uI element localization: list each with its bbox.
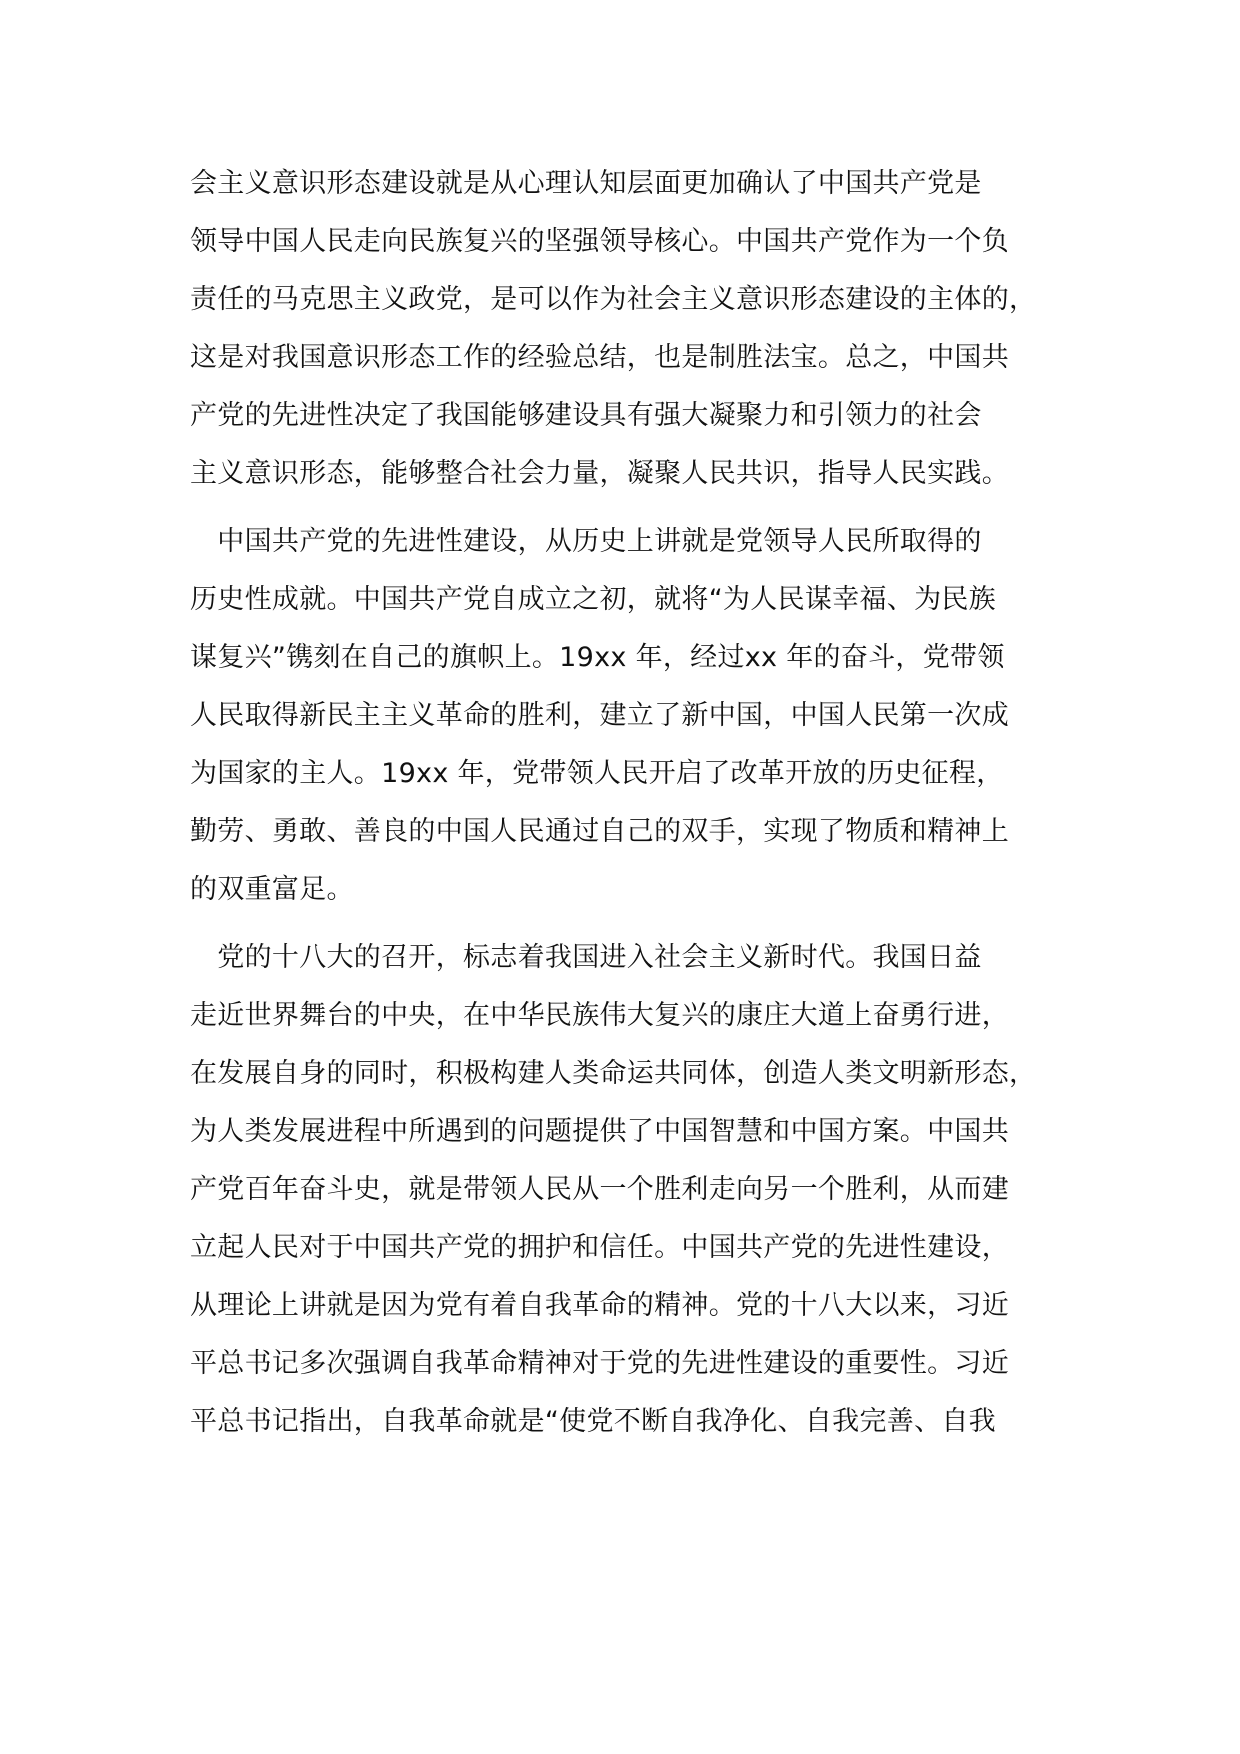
- text-line: 会主义意识形态建设就是从心理认知层面更加确认了中国共产党是: [190, 168, 982, 199]
- text-line: 立起人民对于中国共产党的拥护和信任。中国共产党的先进性建设，: [190, 1232, 1009, 1263]
- paragraph-1: [190, 155, 1080, 503]
- body-text: [190, 155, 1080, 1451]
- text-line: 为国家的主人。19xx 年，党带领人民开启了改革开放的历史征程，: [190, 758, 1004, 789]
- text-line: 产党百年奋斗史，就是带领人民从一个胜利走向另一个胜利，从而建: [190, 1174, 1009, 1205]
- text-line: 勤劳、勇敢、善良的中国人民通过自己的双手，实现了物质和精神上: [190, 816, 1009, 847]
- text-line: 领导中国人民走向民族复兴的坚强领导核心。中国共产党作为一个负: [190, 226, 1009, 257]
- text-line: 责任的马克思主义政党，是可以作为社会主义意识形态建设的主体的，: [190, 284, 1037, 315]
- text-line: 人民取得新民主主义革命的胜利，建立了新中国，中国人民第一次成: [190, 700, 1009, 731]
- text-line: 党的十八大的召开，标志着我国进入社会主义新时代。我国日益: [190, 942, 982, 973]
- text-line: 走近世界舞台的中央，在中华民族伟大复兴的康庄大道上奋勇行进，: [190, 1000, 1009, 1031]
- paragraph-2: [190, 513, 1080, 919]
- text-line: 从理论上讲就是因为党有着自我革命的精神。党的十八大以来，习近: [190, 1290, 1009, 1321]
- text-line: 在发展自身的同时，积极构建人类命运共同体，创造人类文明新形态，: [190, 1058, 1037, 1089]
- text-line: 中国共产党的先进性建设，从历史上讲就是党领导人民所取得的: [190, 526, 982, 557]
- text-line: 的双重富足。: [190, 874, 354, 905]
- text-line: 为人类发展进程中所遇到的问题提供了中国智慧和中国方案。中国共: [190, 1116, 1009, 1147]
- text-line: 历史性成就。中国共产党自成立之初，就将“为人民谋幸福、为民族: [190, 584, 996, 615]
- text-line: 谋复兴”镌刻在自己的旗帜上。19xx 年，经过xx 年的奋斗，党带领: [190, 642, 1005, 673]
- text-line: 平总书记多次强调自我革命精神对于党的先进性建设的重要性。习近: [190, 1348, 1009, 1379]
- paragraph-gap: [190, 503, 1080, 513]
- text-line: 平总书记指出，自我革命就是“使党不断自我净化、自我完善、自我: [190, 1406, 996, 1437]
- paragraph-3: [190, 929, 1080, 1451]
- text-line: 这是对我国意识形态工作的经验总结，也是制胜法宝。总之，中国共: [190, 342, 1009, 373]
- paragraph-gap: [190, 919, 1080, 929]
- text-line: 产党的先进性决定了我国能够建设具有强大凝聚力和引领力的社会: [190, 400, 982, 431]
- text-line: 主义意识形态，能够整合社会力量，凝聚人民共识，指导人民实践。: [190, 458, 1009, 489]
